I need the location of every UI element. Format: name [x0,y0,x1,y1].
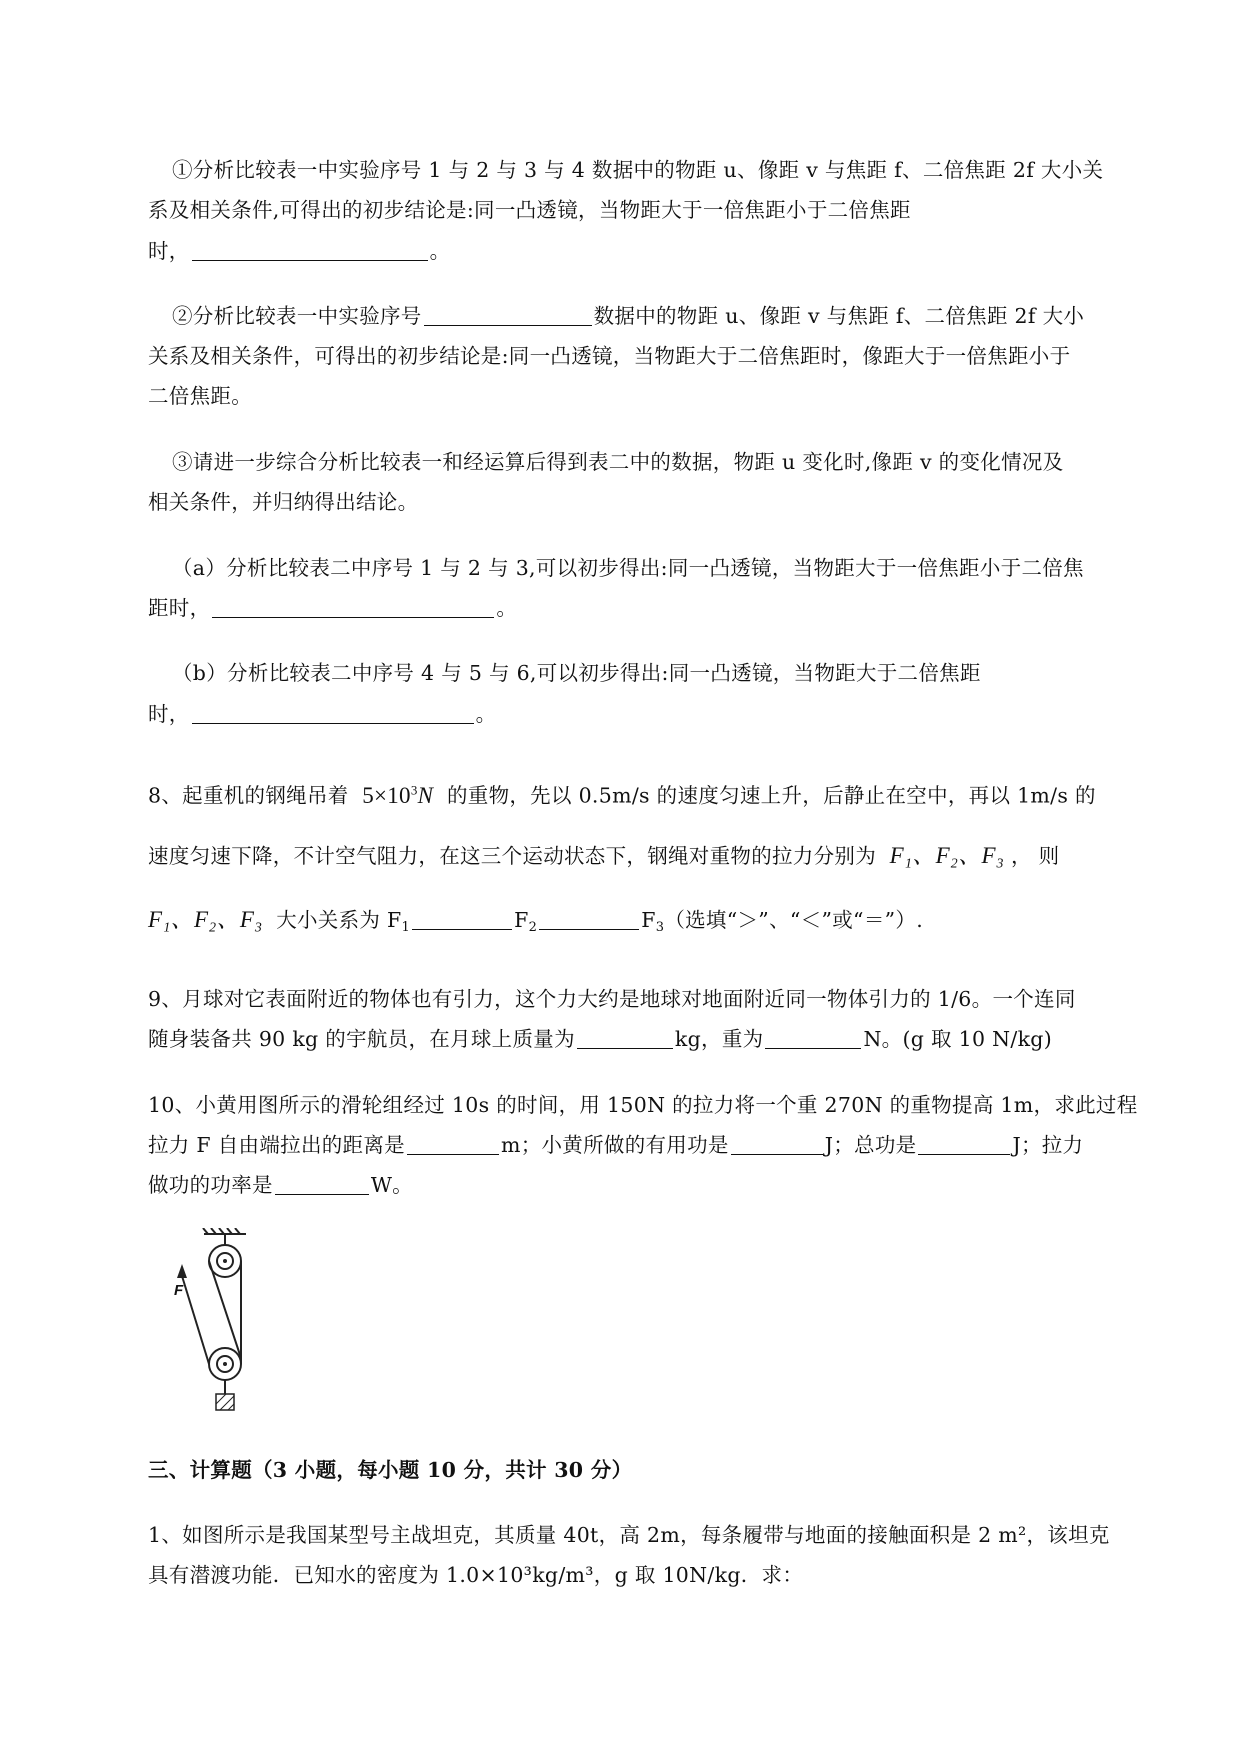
subscript: 1 [401,920,411,935]
text-fragment: 做功的功率是 [148,1173,273,1197]
answer-blank[interactable] [192,240,428,261]
answer-blank[interactable] [577,1028,673,1049]
text-fragment: 距时， [148,596,211,620]
answer-blank[interactable] [918,1134,1010,1155]
text-fragment: 时， [148,239,190,263]
section-heading: 三、计算题（3 小题，每小题 10 分，共计 30 分） [148,1458,633,1482]
text-fragment: J；拉力 [1012,1133,1084,1157]
text-fragment: N。(g 取 10 N/kg) [863,1027,1053,1051]
forces-symbols: F₁、F₂、F₃ [148,907,263,932]
text-fragment: F [641,908,656,932]
text-line [148,594,517,622]
text-fragment: 时， [148,702,190,726]
text-line: 二倍焦距。 [148,384,252,408]
text-fragment: 。 [496,596,518,620]
text-line [148,700,496,728]
text-line: 关系及相关条件，可得出的初步结论是:同一凸透镜，当物距大于二倍焦距时，像距大于一倍焦距小于 [148,344,1071,368]
answer-blank[interactable] [539,909,639,930]
answer-blank[interactable] [424,305,592,326]
calc-question-1-line-1: 1、如图所示是我国某型号主战坦克，其质量 40t，高 2m，每条履带与地面的接触面积是 2 m²，该坦克 [148,1523,1110,1547]
text-fragment: 。 [475,702,497,726]
force-unit: N [417,782,434,808]
answer-blank[interactable] [275,1174,369,1195]
calc-question-1-line-2: 具有潜渡功能．已知水的密度为 1.0×10³kg/m³，g 取 10N/kg．求： [148,1563,804,1587]
text-fragment: 随身装备共 90 kg 的宇航员，在月球上质量为 [148,1027,575,1051]
subscript: 2 [528,920,538,935]
text-fragment: 的重物，先以 0.5m/s 的速度匀速上升，后静止在空中，再以 1m/s 的 [446,783,1096,808]
answer-blank[interactable] [192,703,474,724]
text-line: （b）分析比较表二中序号 4 与 5 与 6,可以初步得出:同一凸透镜，当物距大于二倍焦距 [172,661,981,685]
question-8-line-3 [148,906,923,942]
text-fragment: 。 [429,239,451,263]
force-mantissa: 5×10 [362,782,411,808]
text-line [148,237,450,265]
text-fragment: 速度匀速下降，不计空气阻力，在这三个运动状态下，钢绳对重物的拉力分别为 [148,844,876,868]
forces-symbols: F₁、F₂、F₃ [889,843,1005,868]
text-fragment: 大小关系为 F [276,908,402,932]
text-line: ③请进一步综合分析比较表一和经运算后得到表二中的数据，物距 u 变化时,像距 v 的变化情况及 [172,450,1064,474]
text-fragment: （选填“＞”、“＜”或“＝”）. [664,908,924,932]
pulley-diagram [168,1228,268,1418]
question-9-line-2 [148,1025,1052,1053]
text-line [172,302,1084,330]
text-fragment: J；总功是 [824,1133,917,1157]
text-fragment: ， 则 [1011,844,1060,868]
text-line: ①分析比较表一中实验序号 1 与 2 与 3 与 4 数据中的物距 u、像距 v 与焦距 f、二倍焦距 2f 大小关 [172,158,1104,182]
answer-blank[interactable] [407,1134,499,1155]
text-fragment: 数据中的物距 u、像距 v 与焦距 f、二倍焦距 2f 大小 [593,304,1085,328]
text-line: （a）分析比较表二中序号 1 与 2 与 3,可以初步得出:同一凸透镜，当物距大于一倍焦距小于二倍焦 [172,556,1084,580]
text-line: 相关条件，并归纳得出结论。 [148,490,419,514]
diagram-force-label: F [174,1282,184,1299]
text-fragment: ②分析比较表一中实验序号 [172,304,422,328]
question-10-line-1: 10、小黄用图所示的滑轮组经过 10s 的时间，用 150N 的拉力将一个重 270N 的重物提高 1m，求此过程 [148,1093,1138,1117]
question-10-line-2 [148,1131,1083,1159]
text-fragment: 拉力 F 自由端拉出的距离是 [148,1133,405,1157]
text-fragment: kg，重为 [674,1027,764,1051]
force-value [362,783,433,808]
question-9-line-1: 9、月球对它表面附近的物体也有引力，这个力大约是地球对地面附近同一物体引力的 1/6。一个连同 [148,987,1076,1011]
answer-blank[interactable] [765,1028,861,1049]
text-fragment: m；小黄所做的有用功是 [500,1133,729,1157]
answer-blank[interactable] [212,597,494,618]
question-8-line-1 [148,776,1096,810]
text-fragment: W。 [370,1173,413,1197]
text-fragment: F [514,908,529,932]
question-10-line-3 [148,1171,413,1199]
question-8-line-2 [148,842,1059,870]
answer-blank[interactable] [412,909,512,930]
text-line: 系及相关条件,可得出的初步结论是:同一凸透镜，当物距大于一倍焦距小于二倍焦距 [148,198,911,222]
text-fragment: 8、起重机的钢绳吊着 [148,783,349,808]
answer-blank[interactable] [731,1134,823,1155]
subscript: 3 [655,920,665,935]
force-exponent: 3 [410,782,418,797]
